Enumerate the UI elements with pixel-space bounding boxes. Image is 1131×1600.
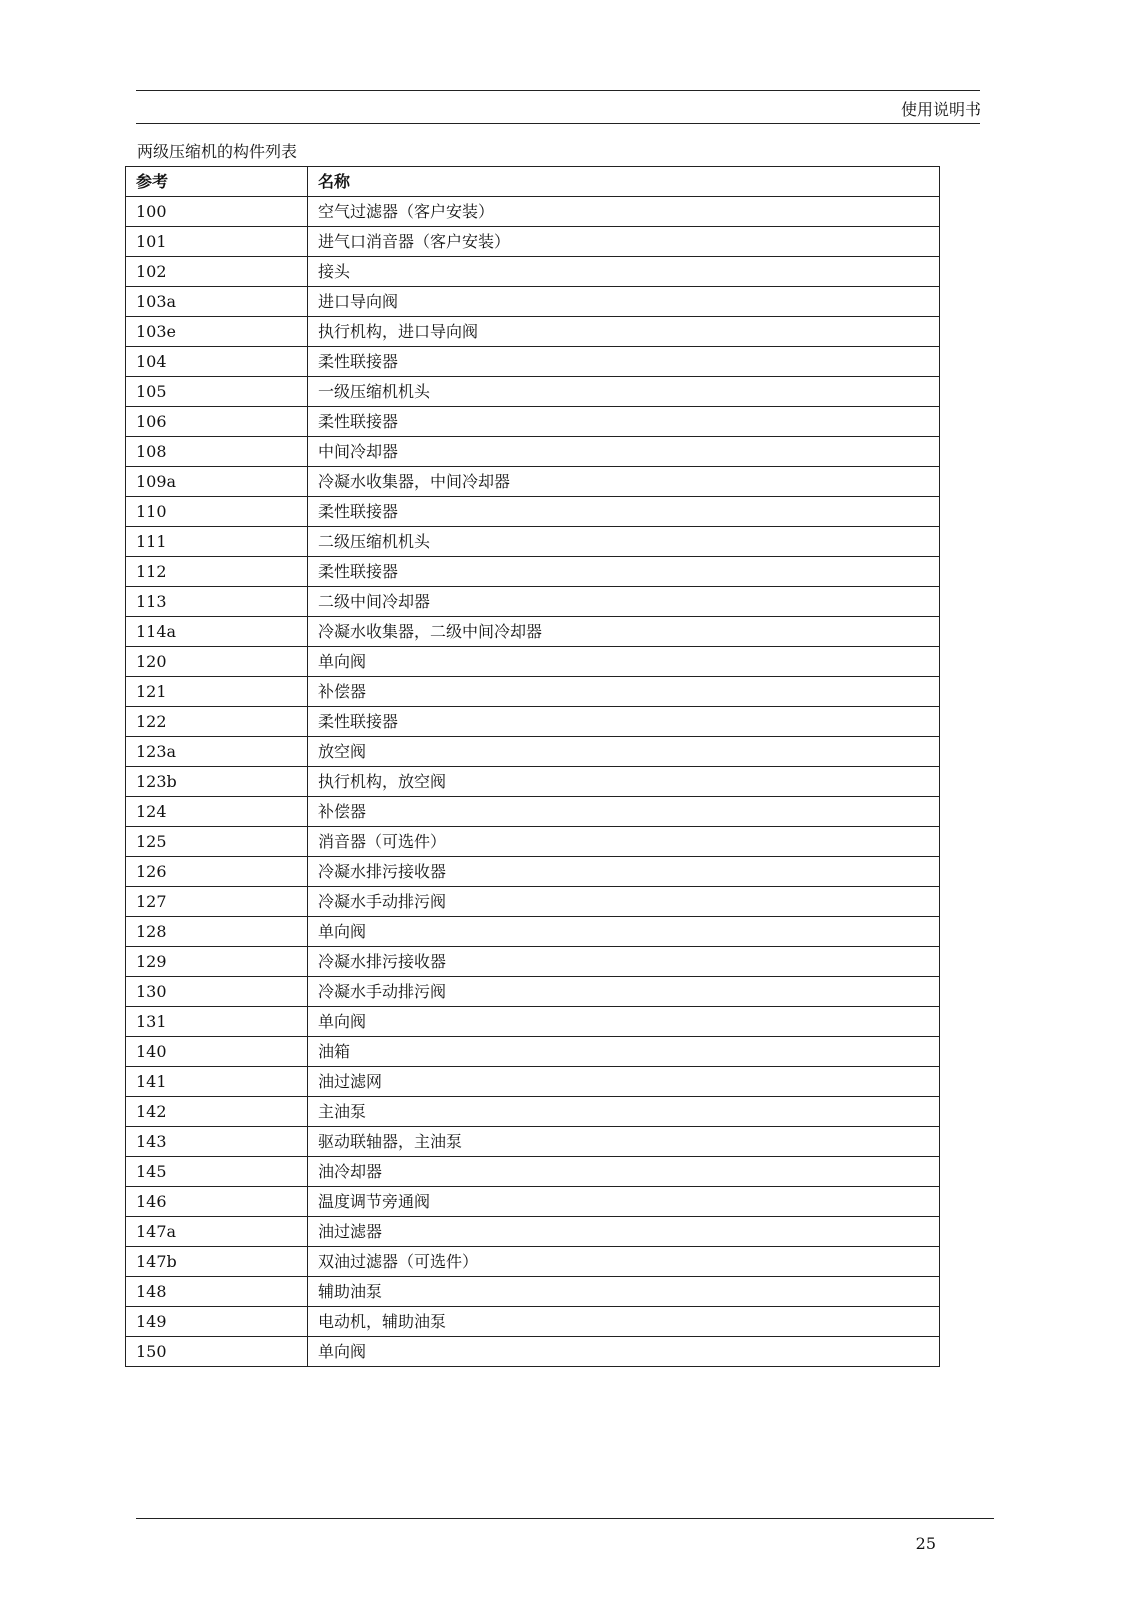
cell-reference: 124 bbox=[126, 797, 308, 827]
table-row bbox=[126, 947, 940, 977]
cell-reference: 147a bbox=[126, 1217, 308, 1247]
cell-reference: 131 bbox=[126, 1007, 308, 1037]
cell-name: 柔性联接器 bbox=[308, 497, 940, 527]
cell-reference: 123b bbox=[126, 767, 308, 797]
cell-name: 二级压缩机机头 bbox=[308, 527, 940, 557]
table-row bbox=[126, 707, 940, 737]
table-row bbox=[126, 197, 940, 227]
cell-reference: 121 bbox=[126, 677, 308, 707]
cell-name: 主油泵 bbox=[308, 1097, 940, 1127]
header-bottom-rule bbox=[136, 123, 980, 124]
table-row bbox=[126, 467, 940, 497]
cell-name: 油过滤网 bbox=[308, 1067, 940, 1097]
cell-name: 补偿器 bbox=[308, 677, 940, 707]
cell-name: 接头 bbox=[308, 257, 940, 287]
cell-reference: 100 bbox=[126, 197, 308, 227]
cell-name: 冷凝水收集器，二级中间冷却器 bbox=[308, 617, 940, 647]
cell-reference: 141 bbox=[126, 1067, 308, 1097]
cell-name: 单向阀 bbox=[308, 1007, 940, 1037]
cell-reference: 142 bbox=[126, 1097, 308, 1127]
table-row bbox=[126, 1277, 940, 1307]
cell-reference: 102 bbox=[126, 257, 308, 287]
table-row bbox=[126, 677, 940, 707]
table-row bbox=[126, 287, 940, 317]
cell-name: 执行机构，放空阀 bbox=[308, 767, 940, 797]
cell-name: 进口导向阀 bbox=[308, 287, 940, 317]
table-row bbox=[126, 377, 940, 407]
cell-name: 柔性联接器 bbox=[308, 347, 940, 377]
column-header-reference: 参考 bbox=[126, 167, 308, 197]
cell-reference: 108 bbox=[126, 437, 308, 467]
parts-table bbox=[125, 166, 940, 1367]
cell-name: 二级中间冷却器 bbox=[308, 587, 940, 617]
cell-name: 单向阀 bbox=[308, 917, 940, 947]
table-row bbox=[126, 887, 940, 917]
cell-reference: 147b bbox=[126, 1247, 308, 1277]
cell-reference: 103a bbox=[126, 287, 308, 317]
cell-reference: 140 bbox=[126, 1037, 308, 1067]
column-header-name: 名称 bbox=[308, 167, 940, 197]
table-row bbox=[126, 977, 940, 1007]
cell-name: 空气过滤器（客户安装） bbox=[308, 197, 940, 227]
cell-name: 中间冷却器 bbox=[308, 437, 940, 467]
cell-reference: 101 bbox=[126, 227, 308, 257]
table-row bbox=[126, 557, 940, 587]
cell-reference: 130 bbox=[126, 977, 308, 1007]
cell-name: 驱动联轴器，主油泵 bbox=[308, 1127, 940, 1157]
table-row bbox=[126, 1247, 940, 1277]
cell-reference: 105 bbox=[126, 377, 308, 407]
cell-name: 冷凝水收集器，中间冷却器 bbox=[308, 467, 940, 497]
cell-name: 进气口消音器（客户安装） bbox=[308, 227, 940, 257]
table-row bbox=[126, 1157, 940, 1187]
table-row bbox=[126, 1037, 940, 1067]
cell-reference: 104 bbox=[126, 347, 308, 377]
cell-reference: 148 bbox=[126, 1277, 308, 1307]
table-row bbox=[126, 737, 940, 767]
cell-reference: 123a bbox=[126, 737, 308, 767]
cell-name: 柔性联接器 bbox=[308, 407, 940, 437]
cell-name: 冷凝水排污接收器 bbox=[308, 947, 940, 977]
cell-reference: 114a bbox=[126, 617, 308, 647]
cell-reference: 112 bbox=[126, 557, 308, 587]
cell-reference: 145 bbox=[126, 1157, 308, 1187]
cell-reference: 125 bbox=[126, 827, 308, 857]
cell-reference: 143 bbox=[126, 1127, 308, 1157]
cell-name: 冷凝水排污接收器 bbox=[308, 857, 940, 887]
table-caption: 两级压缩机的构件列表 bbox=[137, 142, 298, 161]
table-row bbox=[126, 1337, 940, 1367]
cell-reference: 149 bbox=[126, 1307, 308, 1337]
cell-name: 双油过滤器（可选件） bbox=[308, 1247, 940, 1277]
cell-reference: 110 bbox=[126, 497, 308, 527]
table-row bbox=[126, 587, 940, 617]
table-row bbox=[126, 1127, 940, 1157]
table-row bbox=[126, 1187, 940, 1217]
cell-reference: 120 bbox=[126, 647, 308, 677]
cell-reference: 103e bbox=[126, 317, 308, 347]
table-row bbox=[126, 437, 940, 467]
cell-reference: 113 bbox=[126, 587, 308, 617]
table-row bbox=[126, 497, 940, 527]
cell-name: 一级压缩机机头 bbox=[308, 377, 940, 407]
table-row bbox=[126, 1097, 940, 1127]
table-row bbox=[126, 1217, 940, 1247]
table-row bbox=[126, 1007, 940, 1037]
footer-rule bbox=[136, 1518, 994, 1519]
table-row bbox=[126, 617, 940, 647]
cell-name: 柔性联接器 bbox=[308, 557, 940, 587]
table-row bbox=[126, 347, 940, 377]
table-row bbox=[126, 797, 940, 827]
cell-name: 冷凝水手动排污阀 bbox=[308, 887, 940, 917]
cell-reference: 109a bbox=[126, 467, 308, 497]
cell-name: 放空阀 bbox=[308, 737, 940, 767]
document-title: 使用说明书 bbox=[900, 100, 981, 119]
cell-name: 冷凝水手动排污阀 bbox=[308, 977, 940, 1007]
cell-name: 单向阀 bbox=[308, 1337, 940, 1367]
table-row bbox=[126, 227, 940, 257]
cell-reference: 127 bbox=[126, 887, 308, 917]
cell-name: 辅助油泵 bbox=[308, 1277, 940, 1307]
cell-reference: 150 bbox=[126, 1337, 308, 1367]
cell-name: 温度调节旁通阀 bbox=[308, 1187, 940, 1217]
cell-reference: 126 bbox=[126, 857, 308, 887]
cell-name: 补偿器 bbox=[308, 797, 940, 827]
cell-name: 消音器（可选件） bbox=[308, 827, 940, 857]
cell-name: 单向阀 bbox=[308, 647, 940, 677]
cell-reference: 128 bbox=[126, 917, 308, 947]
table-header-row bbox=[126, 167, 940, 197]
cell-reference: 106 bbox=[126, 407, 308, 437]
table-row bbox=[126, 647, 940, 677]
cell-reference: 129 bbox=[126, 947, 308, 977]
cell-name: 柔性联接器 bbox=[308, 707, 940, 737]
table-row bbox=[126, 857, 940, 887]
cell-reference: 146 bbox=[126, 1187, 308, 1217]
cell-name: 油过滤器 bbox=[308, 1217, 940, 1247]
table-row bbox=[126, 527, 940, 557]
table-row bbox=[126, 917, 940, 947]
table-row bbox=[126, 257, 940, 287]
table-row bbox=[126, 767, 940, 797]
table-row bbox=[126, 1307, 940, 1337]
table-body bbox=[126, 197, 940, 1367]
header-top-rule bbox=[136, 90, 980, 91]
cell-name: 油箱 bbox=[308, 1037, 940, 1067]
cell-reference: 111 bbox=[126, 527, 308, 557]
page-number: 25 bbox=[915, 1534, 936, 1553]
cell-name: 电动机，辅助油泵 bbox=[308, 1307, 940, 1337]
table-row bbox=[126, 407, 940, 437]
table-row bbox=[126, 827, 940, 857]
table-row bbox=[126, 317, 940, 347]
cell-reference: 122 bbox=[126, 707, 308, 737]
cell-name: 油冷却器 bbox=[308, 1157, 940, 1187]
cell-name: 执行机构，进口导向阀 bbox=[308, 317, 940, 347]
table-row bbox=[126, 1067, 940, 1097]
